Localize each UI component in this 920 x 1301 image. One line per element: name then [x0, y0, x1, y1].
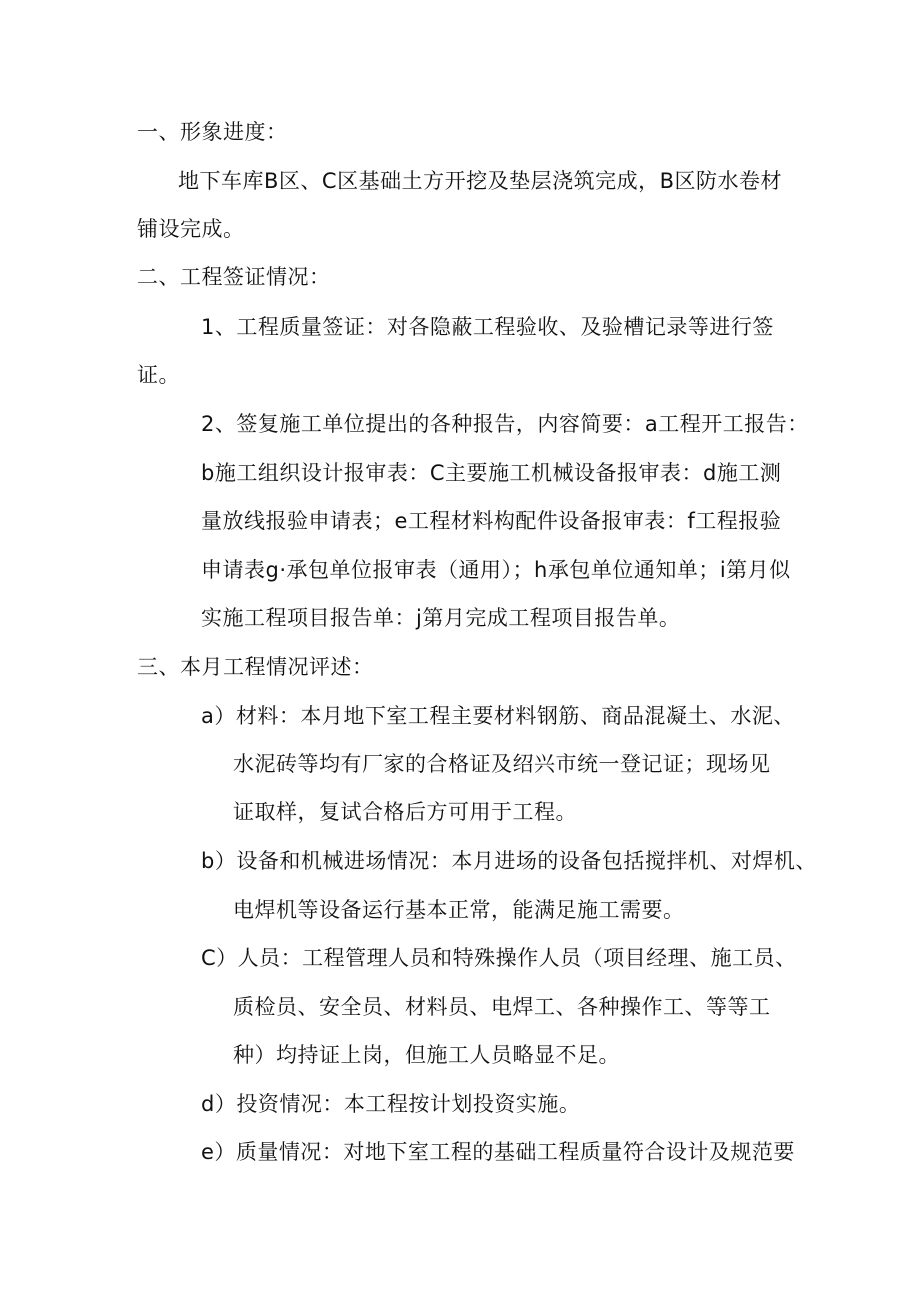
section3-item-a-line-2: 水泥砖等均有厂家的合格证及绍兴市统一登记证；现场见 — [233, 752, 771, 776]
section3-item-b-line-1: b）设备和机械进场情况：本月进场的设备包括搅拌机、对焊机、 — [201, 849, 817, 873]
section1-paragraph-line-1: 地下车库B区、C区基础土方开挖及垫层浇筑完成，B区防水卷材 — [178, 169, 782, 193]
section3-item-c-line-2: 质检员、安全员、材料员、电焊工、各种操作工、等等工 — [233, 995, 771, 1019]
section3-heading: 三、本月工程情况评述： — [137, 655, 374, 679]
section3-item-e-line-1: e）质量情况：对地下室工程的基础工程质量符合设计及规范要 — [201, 1140, 795, 1164]
section2-item1-line-1: 1、工程质量签证：对各隐蔽工程验收、及验槽记录等进行签 — [201, 315, 774, 339]
section3-item-b-line-2: 电焊机等设备运行基本正常，能满足施工需要。 — [233, 898, 685, 922]
section2-item2-line-1: 2、签复施工单位提出的各种报告，内容简要：a工程开工报告： — [201, 412, 809, 436]
section3-item-c-line-1: C）人员：工程管理人员和特殊操作人员（项目经理、施工员、 — [201, 946, 797, 970]
section1-paragraph-line-2: 铺设完成。 — [137, 217, 245, 241]
section2-item2-line-2: b施工组织设计报审表：C主要施工机械设备报审表：d施工测 — [201, 461, 782, 485]
section2-heading: 二、工程签证情况： — [137, 265, 331, 289]
section3-item-c-line-3: 种）均持证上岗，但施工人员略显不足。 — [233, 1043, 620, 1067]
section3-item-a-line-3: 证取样，复试合格后方可用于工程。 — [233, 800, 577, 824]
section2-item1-line-2: 证。 — [137, 363, 180, 387]
section2-item2-line-5: 实施工程项目报告单：j第月完成工程项目报告单。 — [201, 606, 681, 630]
section2-item2-line-4: 申请表g·承包单位报审表（通用）；h承包单位通知单；i第月似 — [201, 558, 791, 582]
section3-item-d-line-1: d）投资情况：本工程按计划投资实施。 — [201, 1092, 581, 1116]
section1-heading: 一、形象进度： — [137, 120, 288, 144]
section3-item-a-line-1: a）材料：本月地下室工程主要材料钢筋、商品混凝土、水泥、 — [201, 704, 795, 728]
section2-item2-line-3: 量放线报验申请表；e工程材料构配件设备报审表：f工程报验 — [201, 509, 782, 533]
